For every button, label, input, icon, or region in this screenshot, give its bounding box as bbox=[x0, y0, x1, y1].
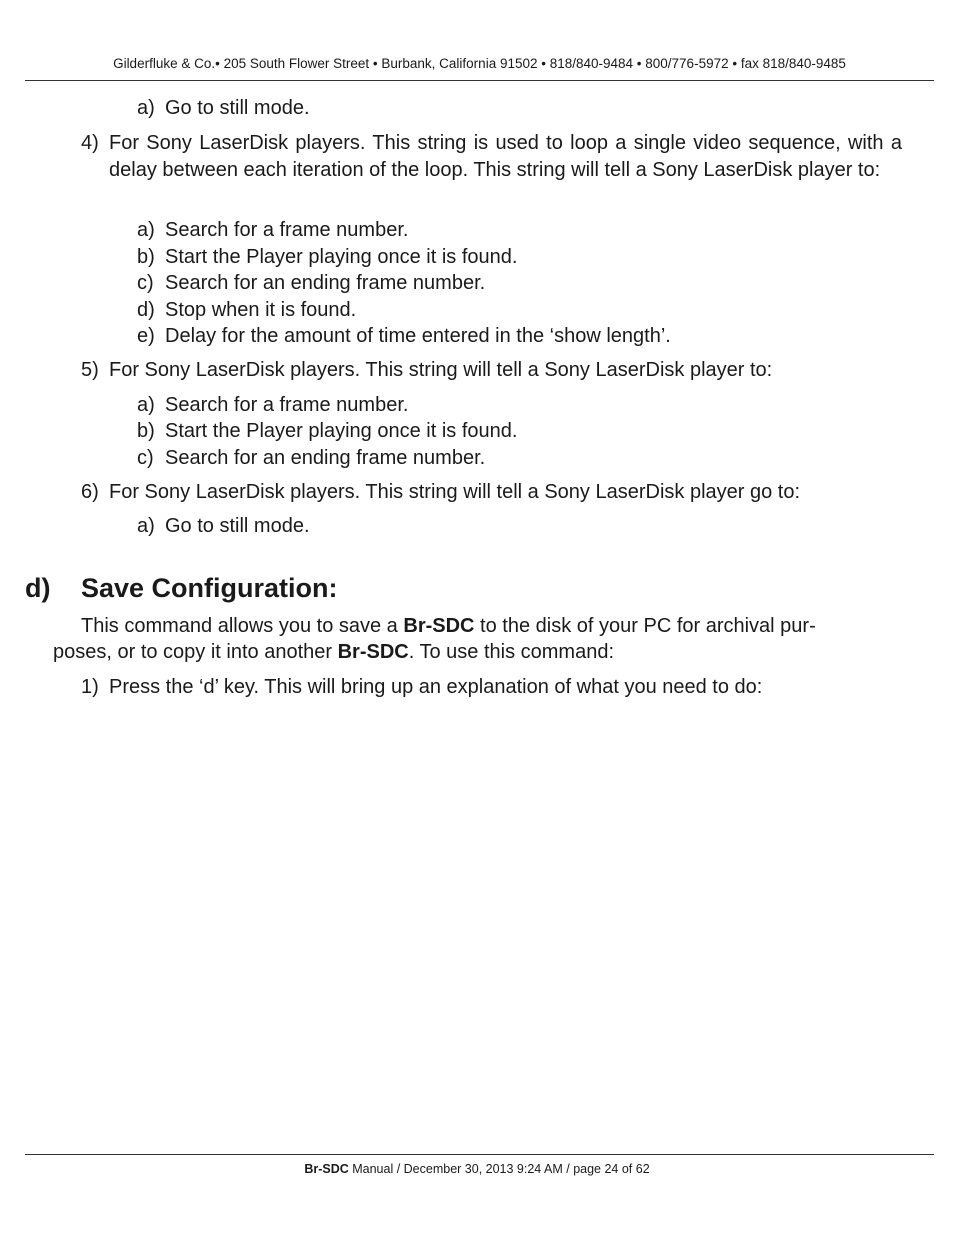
page-header: Gilderfluke & Co.• 205 South Flower Street • Burbank, California 91502 • 818/840-9484 • 800/776-5972 • fax 818/840-9485 bbox=[113, 56, 846, 71]
product-name: Br-SDC bbox=[337, 641, 409, 663]
section-title: Save Configuration: bbox=[81, 573, 338, 603]
list-item bbox=[137, 217, 409, 244]
sub-item-label: a) bbox=[137, 97, 155, 119]
footer-product: Br-SDC bbox=[304, 1162, 349, 1176]
list-item bbox=[137, 392, 409, 419]
paragraph-text: This command allows you to save a bbox=[81, 615, 404, 637]
list-item-text: Press the ‘d’ key. This will bring up an explanation of what you need to do: bbox=[109, 676, 763, 698]
paragraph-text: poses, or to copy it into another bbox=[53, 641, 338, 663]
list-item bbox=[137, 270, 486, 297]
list-item bbox=[137, 297, 357, 324]
sub-item-text: Delay for the amount of time entered in the ‘show length’. bbox=[165, 325, 671, 347]
sub-item-text: Go to still mode. bbox=[165, 515, 310, 537]
sub-item-text: Search for an ending frame number. bbox=[165, 447, 486, 469]
list-item-text: For Sony LaserDisk players. This string will tell a Sony LaserDisk player go to: bbox=[109, 481, 801, 503]
footer-rule bbox=[25, 1154, 934, 1155]
sub-item-label: d) bbox=[137, 299, 155, 321]
sub-item-text: Stop when it is found. bbox=[165, 299, 357, 321]
sub-item-label: a) bbox=[137, 515, 155, 537]
sub-item-label: b) bbox=[137, 246, 155, 268]
sub-item-label: a) bbox=[137, 219, 155, 241]
list-item bbox=[137, 95, 310, 122]
sub-item-text: Search for an ending frame number. bbox=[165, 272, 486, 294]
product-name: Br-SDC bbox=[403, 615, 475, 637]
sub-item-label: c) bbox=[137, 447, 154, 469]
sub-item-label: a) bbox=[137, 394, 155, 416]
sub-item-label: b) bbox=[137, 420, 155, 442]
header-rule bbox=[25, 80, 934, 81]
sub-item-label: e) bbox=[137, 325, 155, 347]
list-item-number: 5) bbox=[81, 359, 99, 381]
list-item bbox=[137, 418, 518, 445]
sub-item-text: Start the Player playing once it is found. bbox=[165, 420, 518, 442]
list-item-text: For Sony LaserDisk players. This string is used to loop a single video sequence, with a delay between each iteration of the loop. This string will tell a Sony LaserDisk player to: bbox=[109, 132, 902, 181]
list-item bbox=[137, 513, 310, 540]
section-paragraph-line-2 bbox=[53, 639, 614, 666]
sub-item-text: Search for a frame number. bbox=[165, 394, 409, 416]
sub-item-text: Search for a frame number. bbox=[165, 219, 409, 241]
paragraph-text: . To use this command: bbox=[408, 641, 615, 663]
section-letter: d) bbox=[25, 573, 51, 603]
list-item-number: 4) bbox=[81, 132, 99, 154]
list-item-number: 1) bbox=[81, 676, 99, 698]
section-paragraph-line-1 bbox=[81, 613, 906, 640]
list-item-number: 6) bbox=[81, 481, 99, 503]
list-item-text: For Sony LaserDisk players. This string will tell a Sony LaserDisk player to: bbox=[109, 359, 773, 381]
paragraph-text: to the disk of your PC for archival pur- bbox=[474, 615, 816, 637]
sub-item-text: Go to still mode. bbox=[165, 97, 310, 119]
sub-item-label: c) bbox=[137, 272, 154, 294]
page-footer bbox=[0, 1162, 954, 1176]
list-item bbox=[137, 244, 518, 271]
sub-item-text: Start the Player playing once it is found. bbox=[165, 246, 518, 268]
list-item bbox=[137, 445, 486, 472]
footer-info: Manual / December 30, 2013 9:24 AM / page 24 of 62 bbox=[348, 1162, 650, 1176]
list-item bbox=[137, 323, 671, 350]
